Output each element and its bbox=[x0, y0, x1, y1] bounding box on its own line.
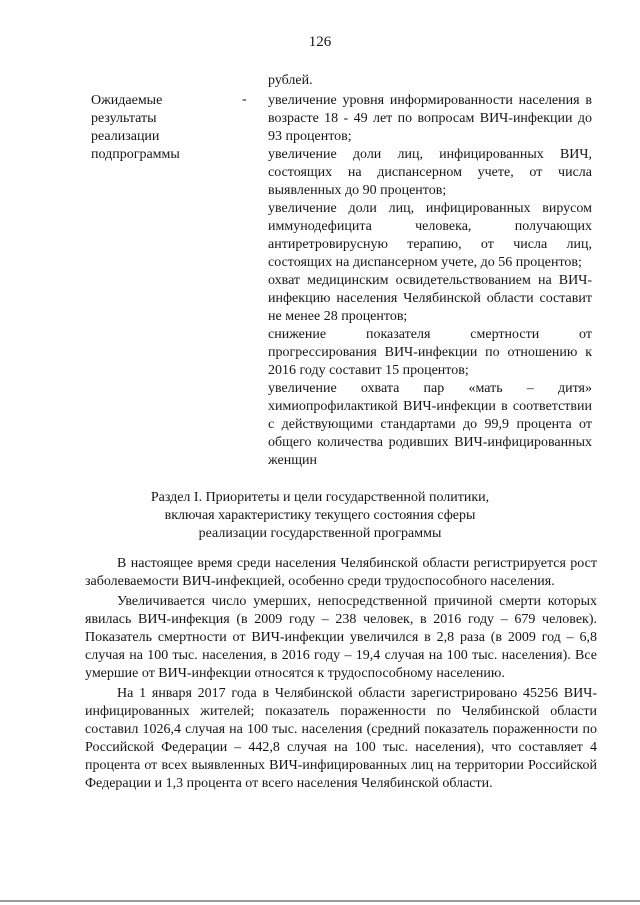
result-item: охват медицинским освидетельствованием на ВИЧ-инфекцию населения Челябинской области составит не менее 28 процентов; bbox=[268, 273, 592, 324]
result-item: увеличение охвата пар «мать – дитя» химиопрофилактикой ВИЧ-инфекции в соответствии с действующими стандартами до 99,9 процента от общего количества родивших ВИЧ-инфицированных женщин bbox=[268, 381, 592, 468]
result-item: увеличение уровня информированности населения в возрасте 18 - 49 лет по вопросам ВИЧ-инфекции до 93 процентов; bbox=[268, 93, 592, 144]
section-heading-line: Раздел I. Приоритеты и цели государственной политики, bbox=[150, 490, 490, 505]
expected-results-label bbox=[91, 92, 241, 164]
result-item: увеличение доли лиц, инфицированных вирусом иммунодефицита человека, получающих антиретровирусную терапию, от числа лиц, состоящих на диспансерном учете, до 56 процентов; bbox=[268, 201, 592, 270]
scan-edge-line bbox=[0, 900, 640, 902]
section-heading-line: включая характеристику текущего состояния сферы bbox=[164, 508, 476, 523]
section-heading bbox=[120, 489, 520, 543]
label-line: реализации bbox=[91, 129, 160, 144]
result-item: увеличение доли лиц, инфицированных ВИЧ, состоящих на диспансерном учете, от числа выявленных до 90 процентов; bbox=[268, 147, 592, 198]
label-separator: - bbox=[242, 92, 247, 107]
label-line: результаты bbox=[91, 111, 157, 126]
label-line: Ожидаемые bbox=[91, 93, 163, 108]
expected-results-values bbox=[268, 72, 592, 470]
result-item: снижение показателя смертности от прогрессирования ВИЧ-инфекции по отношению к 2016 году составит 15 процентов; bbox=[268, 327, 592, 378]
result-item: рублей. bbox=[268, 73, 313, 88]
label-line: подпрограммы bbox=[91, 147, 180, 162]
paragraph: В настоящее время среди населения Челябинской области регистрируется рост заболеваемости ВИЧ-инфекцией, особенно среди трудоспособного населения. bbox=[85, 556, 597, 589]
paragraph: Увеличивается число умерших, непосредственной причиной смерти которых явилась ВИЧ-инфекция (в 2009 году – 238 человек, в 2016 году – 679 человек). Показатель смертности от ВИЧ-инфекции увеличился в 2,8 раза (в 2009 год – 6,8 случая на 100 тыс. населения, в 2016 году – 19,4 случая на 100 тыс. населения). Все умершие от ВИЧ-инфекции относятся к трудоспособному населению. bbox=[85, 594, 597, 681]
body-text bbox=[85, 555, 597, 793]
paragraph: На 1 января 2017 года в Челябинской области зарегистрировано 45256 ВИЧ-инфицированных жителей; показатель пораженности по Челябинской области составил 1026,4 случая на 100 тыс. населения (средний показатель пораженности по Российской Федерации – 442,8 случая на 100 тыс. населения), что составляет 4 процента от всех выявленных ВИЧ-инфицированных лиц на территории Российской Федерации и 1,3 процента от всего населения Челябинской области. bbox=[85, 686, 597, 791]
page-number: 126 bbox=[308, 34, 332, 50]
section-heading-line: реализации государственной программы bbox=[198, 526, 442, 541]
